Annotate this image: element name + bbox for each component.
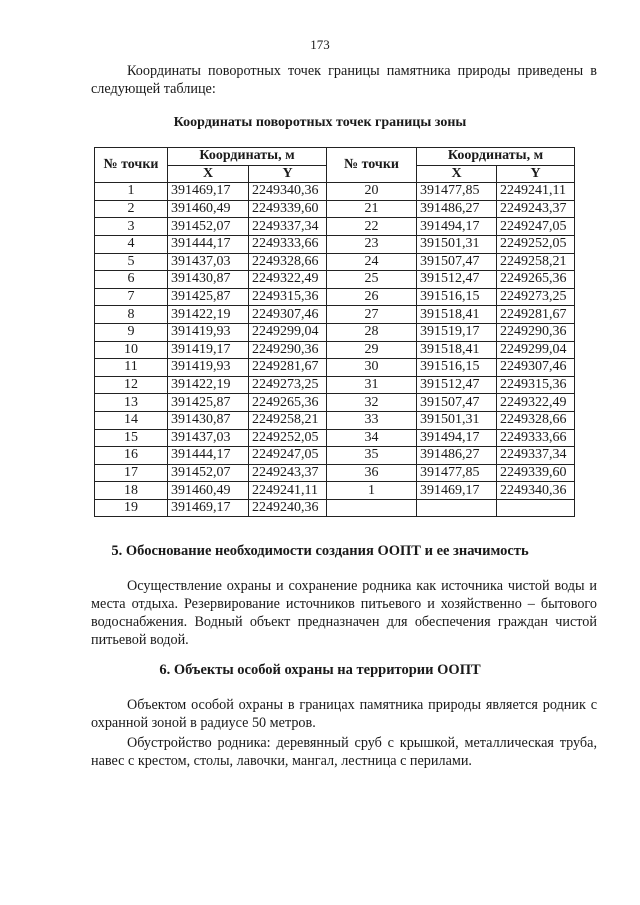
table-row — [95, 464, 575, 482]
cell-point: 11 — [95, 359, 168, 377]
cell-point: 35 — [327, 447, 417, 465]
cell-point: 23 — [327, 235, 417, 253]
cell-y: 2249315,36 — [497, 376, 575, 394]
cell-y — [497, 499, 575, 517]
cell-point: 32 — [327, 394, 417, 412]
cell-y: 2249315,36 — [249, 288, 327, 306]
cell-point: 33 — [327, 411, 417, 429]
cell-y: 2249337,34 — [497, 447, 575, 465]
cell-y: 2249333,66 — [497, 429, 575, 447]
cell-x: 391422,19 — [168, 306, 249, 324]
cell-x: 391507,47 — [417, 394, 497, 412]
cell-point: 36 — [327, 464, 417, 482]
table-row — [95, 200, 575, 218]
cell-point: 21 — [327, 200, 417, 218]
cell-point: 2 — [95, 200, 168, 218]
table-row — [95, 376, 575, 394]
header-y-left: Y — [249, 165, 327, 183]
section6-paragraph-2: Обустройство родника: деревянный сруб с крышкой, металлическая труба, навес с крестом, столы, лавочки, мангал, лестница с перилами. — [91, 735, 597, 769]
cell-x: 391452,07 — [168, 218, 249, 236]
table-row — [95, 447, 575, 465]
cell-y: 2249243,37 — [497, 200, 575, 218]
cell-point: 16 — [95, 447, 168, 465]
header-point-right: № точки — [327, 148, 417, 183]
cell-point: 15 — [95, 429, 168, 447]
intro-paragraph: Координаты поворотных точек границы памятника природы приведены в следующей таблице: — [91, 63, 597, 97]
cell-y: 2249247,05 — [249, 447, 327, 465]
cell-x: 391444,17 — [168, 447, 249, 465]
table-row — [95, 183, 575, 201]
table-title: Координаты поворотных точек границы зоны — [173, 115, 467, 130]
cell-x: 391444,17 — [168, 235, 249, 253]
cell-point: 27 — [327, 306, 417, 324]
cell-x: 391469,17 — [168, 183, 249, 201]
cell-point: 1 — [95, 183, 168, 201]
table-row — [95, 323, 575, 341]
table-row — [95, 306, 575, 324]
cell-point: 34 — [327, 429, 417, 447]
cell-x: 391469,17 — [168, 499, 249, 517]
cell-y: 2249322,49 — [497, 394, 575, 412]
cell-y: 2249241,11 — [249, 482, 327, 500]
coordinates-table — [94, 147, 575, 517]
cell-point: 26 — [327, 288, 417, 306]
cell-x: 391512,47 — [417, 271, 497, 289]
cell-point: 7 — [95, 288, 168, 306]
cell-x: 391419,93 — [168, 323, 249, 341]
table-row — [95, 411, 575, 429]
section6-paragraph-1: Объектом особой охраны в границах памятника природы является родник с охранной зоной в радиусе 50 метров. — [91, 697, 597, 731]
page-number: 173 — [310, 37, 330, 52]
cell-y: 2249241,11 — [497, 183, 575, 201]
cell-y: 2249299,04 — [497, 341, 575, 359]
cell-x: 391494,17 — [417, 218, 497, 236]
cell-point: 24 — [327, 253, 417, 271]
cell-y: 2249337,34 — [249, 218, 327, 236]
cell-y: 2249290,36 — [497, 323, 575, 341]
cell-y: 2249265,36 — [249, 394, 327, 412]
cell-y: 2249258,21 — [249, 411, 327, 429]
header-y-right: Y — [497, 165, 575, 183]
cell-y: 2249252,05 — [497, 235, 575, 253]
table-header-row — [95, 148, 575, 166]
cell-x: 391419,17 — [168, 341, 249, 359]
cell-y: 2249273,25 — [497, 288, 575, 306]
table-row — [95, 288, 575, 306]
cell-y: 2249322,49 — [249, 271, 327, 289]
cell-x: 391512,47 — [417, 376, 497, 394]
cell-point: 30 — [327, 359, 417, 377]
header-x-left: X — [168, 165, 249, 183]
cell-point: 14 — [95, 411, 168, 429]
cell-point: 28 — [327, 323, 417, 341]
cell-y: 2249299,04 — [249, 323, 327, 341]
cell-point: 18 — [95, 482, 168, 500]
cell-y: 2249273,25 — [249, 376, 327, 394]
cell-y: 2249328,66 — [249, 253, 327, 271]
cell-point: 19 — [95, 499, 168, 517]
cell-x: 391507,47 — [417, 253, 497, 271]
cell-x: 391518,41 — [417, 341, 497, 359]
cell-x: 391430,87 — [168, 411, 249, 429]
cell-point — [327, 499, 417, 517]
cell-x: 391486,27 — [417, 447, 497, 465]
cell-y: 2249247,05 — [497, 218, 575, 236]
cell-x: 391425,87 — [168, 394, 249, 412]
cell-x: 391460,49 — [168, 482, 249, 500]
cell-y: 2249281,67 — [249, 359, 327, 377]
cell-x: 391516,15 — [417, 288, 497, 306]
cell-x: 391516,15 — [417, 359, 497, 377]
section5-heading: 5. Обоснование необходимости создания ООПТ и ее значимость — [111, 543, 529, 559]
cell-x: 391469,17 — [417, 482, 497, 500]
cell-y: 2249281,67 — [497, 306, 575, 324]
header-coords-right: Координаты, м — [417, 148, 575, 166]
cell-x: 391494,17 — [417, 429, 497, 447]
cell-point: 31 — [327, 376, 417, 394]
cell-point: 20 — [327, 183, 417, 201]
table-row — [95, 394, 575, 412]
cell-point: 17 — [95, 464, 168, 482]
table-row — [95, 235, 575, 253]
cell-y: 2249307,46 — [497, 359, 575, 377]
table-row — [95, 499, 575, 517]
cell-x: 391437,03 — [168, 253, 249, 271]
cell-y: 2249340,36 — [249, 183, 327, 201]
cell-y: 2249339,60 — [497, 464, 575, 482]
cell-y: 2249328,66 — [497, 411, 575, 429]
cell-x: 391518,41 — [417, 306, 497, 324]
cell-y: 2249307,46 — [249, 306, 327, 324]
section6-heading: 6. Объекты особой охраны на территории ООПТ — [159, 662, 481, 678]
cell-y: 2249243,37 — [249, 464, 327, 482]
cell-point: 8 — [95, 306, 168, 324]
cell-x: 391422,19 — [168, 376, 249, 394]
cell-point: 5 — [95, 253, 168, 271]
cell-x — [417, 499, 497, 517]
table-row — [95, 218, 575, 236]
header-point-left: № точки — [95, 148, 168, 183]
cell-point: 12 — [95, 376, 168, 394]
cell-y: 2249340,36 — [497, 482, 575, 500]
cell-x: 391477,85 — [417, 464, 497, 482]
cell-y: 2249240,36 — [249, 499, 327, 517]
cell-x: 391419,93 — [168, 359, 249, 377]
cell-x: 391486,27 — [417, 200, 497, 218]
table-row — [95, 341, 575, 359]
section5-paragraph: Осуществление охраны и сохранение родника как источника чистой воды и места отдыха. Резервирование источников питьевого и хозяйственно – бытового водоснабжения. Водный объект предназначен для обеспечения граждан чистой питьевой водой. — [91, 578, 597, 648]
cell-point: 9 — [95, 323, 168, 341]
cell-x: 391460,49 — [168, 200, 249, 218]
table-row — [95, 429, 575, 447]
cell-point: 1 — [327, 482, 417, 500]
cell-y: 2249333,66 — [249, 235, 327, 253]
cell-point: 29 — [327, 341, 417, 359]
cell-y: 2249258,21 — [497, 253, 575, 271]
cell-x: 391501,31 — [417, 411, 497, 429]
cell-y: 2249339,60 — [249, 200, 327, 218]
table-row — [95, 271, 575, 289]
cell-x: 391519,17 — [417, 323, 497, 341]
cell-x: 391430,87 — [168, 271, 249, 289]
cell-point: 4 — [95, 235, 168, 253]
cell-x: 391437,03 — [168, 429, 249, 447]
table-row — [95, 253, 575, 271]
cell-point: 13 — [95, 394, 168, 412]
cell-point: 6 — [95, 271, 168, 289]
header-x-right: X — [417, 165, 497, 183]
table-body — [95, 183, 575, 517]
header-coords-left: Координаты, м — [168, 148, 327, 166]
table-row — [95, 482, 575, 500]
table-row — [95, 359, 575, 377]
cell-point: 10 — [95, 341, 168, 359]
cell-x: 391477,85 — [417, 183, 497, 201]
cell-x: 391452,07 — [168, 464, 249, 482]
cell-x: 391425,87 — [168, 288, 249, 306]
cell-y: 2249265,36 — [497, 271, 575, 289]
cell-y: 2249290,36 — [249, 341, 327, 359]
cell-point: 25 — [327, 271, 417, 289]
cell-x: 391501,31 — [417, 235, 497, 253]
cell-point: 3 — [95, 218, 168, 236]
cell-point: 22 — [327, 218, 417, 236]
cell-y: 2249252,05 — [249, 429, 327, 447]
